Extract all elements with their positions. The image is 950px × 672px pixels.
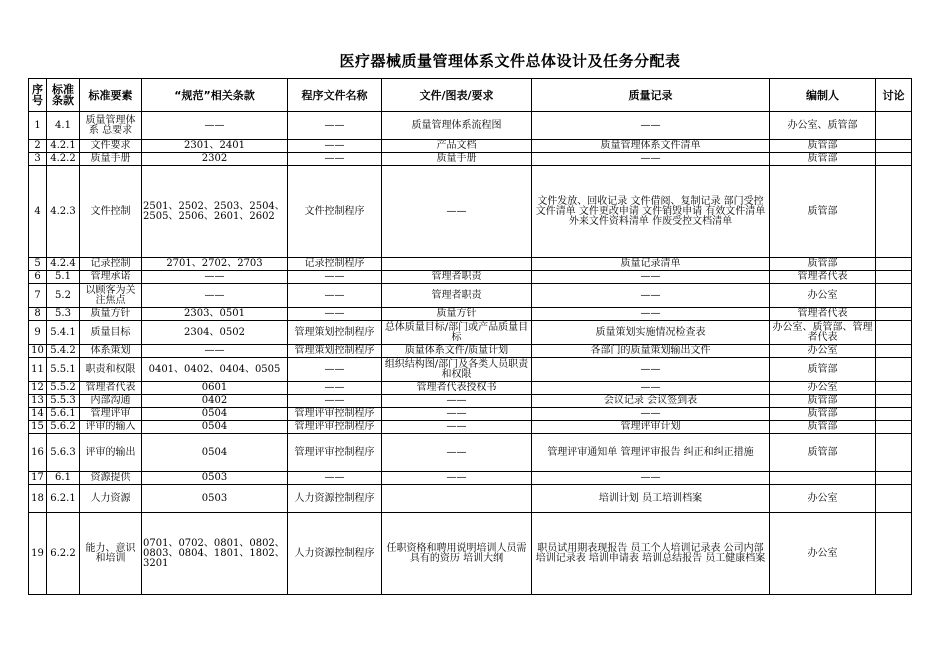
- cell-discuss: [876, 408, 912, 421]
- table-row: [29, 485, 912, 513]
- table-row: [29, 472, 912, 485]
- cell-proc: 记录控制程序: [288, 258, 382, 271]
- cell-owner: 质管部: [770, 395, 876, 408]
- cell-proc: ——: [288, 395, 382, 408]
- cell-proc: ——: [288, 140, 382, 153]
- cell-doc: 质量方针: [382, 308, 532, 321]
- cell-proc: ——: [288, 271, 382, 284]
- cell-element: 人力资源: [80, 485, 142, 513]
- cell-element: 质量管理体系 总要求: [80, 112, 142, 140]
- cell-clause: ——: [142, 271, 288, 284]
- table-row: [29, 382, 912, 395]
- cell-clause: 0504: [142, 434, 288, 472]
- cell-doc: 管理者职责: [382, 271, 532, 284]
- cell-doc: 总体质量目标/部门或产品质量目标: [382, 321, 532, 345]
- table-row: [29, 345, 912, 358]
- cell-record: 会议记录 会议签到表: [532, 395, 770, 408]
- cell-no: 2: [29, 140, 47, 153]
- cell-clause: ——: [142, 112, 288, 140]
- cell-no: 7: [29, 284, 47, 308]
- cell-no: 12: [29, 382, 47, 395]
- cell-owner: 质管部: [770, 358, 876, 382]
- cell-discuss: [876, 284, 912, 308]
- cell-owner: 管理者代表: [770, 308, 876, 321]
- cell-clause: 0504: [142, 408, 288, 421]
- cell-std: 6.2.1: [47, 485, 80, 513]
- cell-owner: 质管部: [770, 153, 876, 166]
- cell-no: 15: [29, 421, 47, 434]
- cell-owner: 办公室: [770, 284, 876, 308]
- cell-element: 资源提供: [80, 472, 142, 485]
- cell-doc: ——: [382, 421, 532, 434]
- cell-record: 质量记录清单: [532, 258, 770, 271]
- table-row: [29, 395, 912, 408]
- cell-record: 职员试用期表现报告 员工个人培训记录表 公司内部培训记录表 培训申请表 培训总结报告 员工健康档案: [532, 513, 770, 595]
- cell-element: 管理者代表: [80, 382, 142, 395]
- cell-discuss: [876, 271, 912, 284]
- cell-owner: 质管部: [770, 166, 876, 258]
- cell-discuss: [876, 140, 912, 153]
- cell-doc: 质量手册: [382, 153, 532, 166]
- cell-owner: 办公室、质管部、管理者代表: [770, 321, 876, 345]
- cell-proc: 管理评审控制程序: [288, 421, 382, 434]
- cell-discuss: [876, 421, 912, 434]
- cell-std: 5.6.1: [47, 408, 80, 421]
- cell-record: ——: [532, 408, 770, 421]
- cell-std: 6.1: [47, 472, 80, 485]
- cell-record: 管理评审计划: [532, 421, 770, 434]
- cell-no: 5: [29, 258, 47, 271]
- table-row: [29, 321, 912, 345]
- cell-element: 以顾客为关注焦点: [80, 284, 142, 308]
- cell-record: 质量管理体系文件清单: [532, 140, 770, 153]
- cell-record: 质量策划实施情况检查表: [532, 321, 770, 345]
- cell-record: 文件发放、回收记录 文件借阅、复制记录 部门受控文件清单 文件更改申请 文件销毁申请 有效文件清单 外来文件资料清单 作废受控文档清单: [532, 166, 770, 258]
- cell-owner: 质管部: [770, 408, 876, 421]
- cell-doc: 质量体系文件/质量计划: [382, 345, 532, 358]
- page-title: 医疗器械质量管理体系文件总体设计及任务分配表: [339, 52, 681, 70]
- cell-discuss: [876, 485, 912, 513]
- cell-element: 职责和权限: [80, 358, 142, 382]
- cell-element: 体系策划: [80, 345, 142, 358]
- cell-record: 各部门的质量策划输出文件: [532, 345, 770, 358]
- header-element: 标准要素: [80, 79, 142, 112]
- header-std: 标准条款: [47, 79, 80, 112]
- cell-std: 4.1: [47, 112, 80, 140]
- cell-no: 11: [29, 358, 47, 382]
- cell-doc: ——: [382, 408, 532, 421]
- cell-std: 4.2.4: [47, 258, 80, 271]
- cell-doc: 任职资格和聘用说明培训人员需具有的资历 培训大纲: [382, 513, 532, 595]
- header-clause: “规范”相关条款: [142, 79, 288, 112]
- cell-element: 质量手册: [80, 153, 142, 166]
- table-row: [29, 284, 912, 308]
- cell-clause: 2303、0501: [142, 308, 288, 321]
- cell-proc: ——: [288, 112, 382, 140]
- cell-owner: 质管部: [770, 258, 876, 271]
- cell-doc: ——: [382, 395, 532, 408]
- cell-record: ——: [532, 271, 770, 284]
- cell-clause: 0503: [142, 472, 288, 485]
- cell-proc: 管理评审控制程序: [288, 408, 382, 421]
- cell-no: 3: [29, 153, 47, 166]
- cell-clause: 0701、0702、0801、0802、0803、0804、1801、1802、3201: [142, 513, 288, 595]
- cell-record: ——: [532, 382, 770, 395]
- cell-record: ——: [532, 358, 770, 382]
- cell-clause: 2304、0502: [142, 321, 288, 345]
- cell-proc: ——: [288, 308, 382, 321]
- cell-std: 5.4.2: [47, 345, 80, 358]
- header-record: 质量记录: [532, 79, 770, 112]
- cell-doc: [382, 485, 532, 513]
- cell-no: 9: [29, 321, 47, 345]
- cell-record: ——: [532, 472, 770, 485]
- cell-proc: ——: [288, 358, 382, 382]
- cell-element: 评审的输出: [80, 434, 142, 472]
- cell-owner: 办公室: [770, 382, 876, 395]
- cell-clause: 0503: [142, 485, 288, 513]
- cell-record: 培训计划 员工培训档案: [532, 485, 770, 513]
- cell-element: 能力、意识和培训: [80, 513, 142, 595]
- cell-std: 5.2: [47, 284, 80, 308]
- cell-std: 5.6.2: [47, 421, 80, 434]
- cell-discuss: [876, 434, 912, 472]
- table-row: [29, 271, 912, 284]
- cell-clause: 2701、2702、2703: [142, 258, 288, 271]
- cell-doc: 管理者代表授权书: [382, 382, 532, 395]
- cell-no: 10: [29, 345, 47, 358]
- table-row: [29, 166, 912, 258]
- header-no: 序号: [29, 79, 47, 112]
- cell-owner: 办公室、质管部: [770, 112, 876, 140]
- cell-discuss: [876, 112, 912, 140]
- cell-owner: 办公室: [770, 485, 876, 513]
- cell-discuss: [876, 258, 912, 271]
- cell-proc: 文件控制程序: [288, 166, 382, 258]
- cell-std: 5.1: [47, 271, 80, 284]
- cell-proc: 人力资源控制程序: [288, 513, 382, 595]
- cell-clause: 2302: [142, 153, 288, 166]
- cell-no: 14: [29, 408, 47, 421]
- cell-owner: 质管部: [770, 140, 876, 153]
- header-doc: 文件/图表/要求: [382, 79, 532, 112]
- table-row: [29, 358, 912, 382]
- table-row: [29, 434, 912, 472]
- table-row: [29, 421, 912, 434]
- cell-record: ——: [532, 284, 770, 308]
- table-row: [29, 408, 912, 421]
- cell-no: 18: [29, 485, 47, 513]
- cell-record: 管理评审通知单 管理评审报告 纠正和纠正措施: [532, 434, 770, 472]
- cell-discuss: [876, 308, 912, 321]
- cell-owner: [770, 472, 876, 485]
- cell-record: ——: [532, 308, 770, 321]
- cell-doc: 组织结构图/部门及各类人员职责和权限: [382, 358, 532, 382]
- table-row: [29, 112, 912, 140]
- table-row: [29, 308, 912, 321]
- table-row: [29, 140, 912, 153]
- cell-no: 4: [29, 166, 47, 258]
- cell-owner: 管理者代表: [770, 271, 876, 284]
- cell-owner: 办公室: [770, 513, 876, 595]
- cell-clause: 0401、0402、0404、0505: [142, 358, 288, 382]
- cell-std: 4.2.3: [47, 166, 80, 258]
- cell-std: 5.5.1: [47, 358, 80, 382]
- cell-clause: 2501、2502、2503、2504、2505、2506、2601、2602: [142, 166, 288, 258]
- cell-doc: ——: [382, 166, 532, 258]
- cell-owner: 办公室: [770, 345, 876, 358]
- cell-std: 4.2.1: [47, 140, 80, 153]
- table-row: [29, 513, 912, 595]
- cell-no: 13: [29, 395, 47, 408]
- cell-clause: 0402: [142, 395, 288, 408]
- cell-no: 6: [29, 271, 47, 284]
- cell-std: 5.4.1: [47, 321, 80, 345]
- cell-record: ——: [532, 153, 770, 166]
- cell-no: 19: [29, 513, 47, 595]
- table-row: [29, 153, 912, 166]
- table-row: [29, 258, 912, 271]
- cell-discuss: [876, 513, 912, 595]
- cell-owner: 质管部: [770, 421, 876, 434]
- cell-record: ——: [532, 112, 770, 140]
- cell-no: 17: [29, 472, 47, 485]
- cell-discuss: [876, 472, 912, 485]
- cell-proc: 管理策划控制程序: [288, 321, 382, 345]
- cell-discuss: [876, 395, 912, 408]
- cell-element: 内部沟通: [80, 395, 142, 408]
- cell-element: 文件控制: [80, 166, 142, 258]
- cell-element: 文件要求: [80, 140, 142, 153]
- cell-element: 评审的输入: [80, 421, 142, 434]
- header-proc: 程序文件名称: [288, 79, 382, 112]
- cell-std: 5.5.3: [47, 395, 80, 408]
- cell-proc: ——: [288, 472, 382, 485]
- cell-discuss: [876, 345, 912, 358]
- cell-no: 1: [29, 112, 47, 140]
- cell-discuss: [876, 153, 912, 166]
- cell-element: 管理评审: [80, 408, 142, 421]
- cell-doc: [382, 258, 532, 271]
- cell-doc: 管理者职责: [382, 284, 532, 308]
- cell-std: 5.5.2: [47, 382, 80, 395]
- cell-clause: 2301、2401: [142, 140, 288, 153]
- cell-clause: 0504: [142, 421, 288, 434]
- cell-no: 16: [29, 434, 47, 472]
- cell-std: 4.2.2: [47, 153, 80, 166]
- cell-element: 质量目标: [80, 321, 142, 345]
- cell-discuss: [876, 321, 912, 345]
- cell-proc: 管理策划控制程序: [288, 345, 382, 358]
- cell-doc: 质量管理体系流程图: [382, 112, 532, 140]
- cell-proc: ——: [288, 382, 382, 395]
- cell-clause: ——: [142, 284, 288, 308]
- cell-doc: ——: [382, 434, 532, 472]
- header-owner: 编制人: [770, 79, 876, 112]
- header-row: [29, 79, 912, 112]
- cell-owner: 质管部: [770, 434, 876, 472]
- cell-proc: ——: [288, 153, 382, 166]
- cell-doc: 产品文档: [382, 140, 532, 153]
- cell-discuss: [876, 358, 912, 382]
- cell-doc: ——: [382, 472, 532, 485]
- cell-clause: ——: [142, 345, 288, 358]
- cell-std: 6.2.2: [47, 513, 80, 595]
- cell-clause: 0601: [142, 382, 288, 395]
- cell-discuss: [876, 382, 912, 395]
- cell-std: 5.3: [47, 308, 80, 321]
- cell-element: 质量方针: [80, 308, 142, 321]
- allocation-table: [28, 78, 912, 595]
- header-discuss: 讨论: [876, 79, 912, 112]
- cell-element: 记录控制: [80, 258, 142, 271]
- cell-proc: 管理评审控制程序: [288, 434, 382, 472]
- cell-proc: 人力资源控制程序: [288, 485, 382, 513]
- cell-proc: ——: [288, 284, 382, 308]
- cell-no: 8: [29, 308, 47, 321]
- cell-element: 管理承诺: [80, 271, 142, 284]
- cell-discuss: [876, 166, 912, 258]
- cell-std: 5.6.3: [47, 434, 80, 472]
